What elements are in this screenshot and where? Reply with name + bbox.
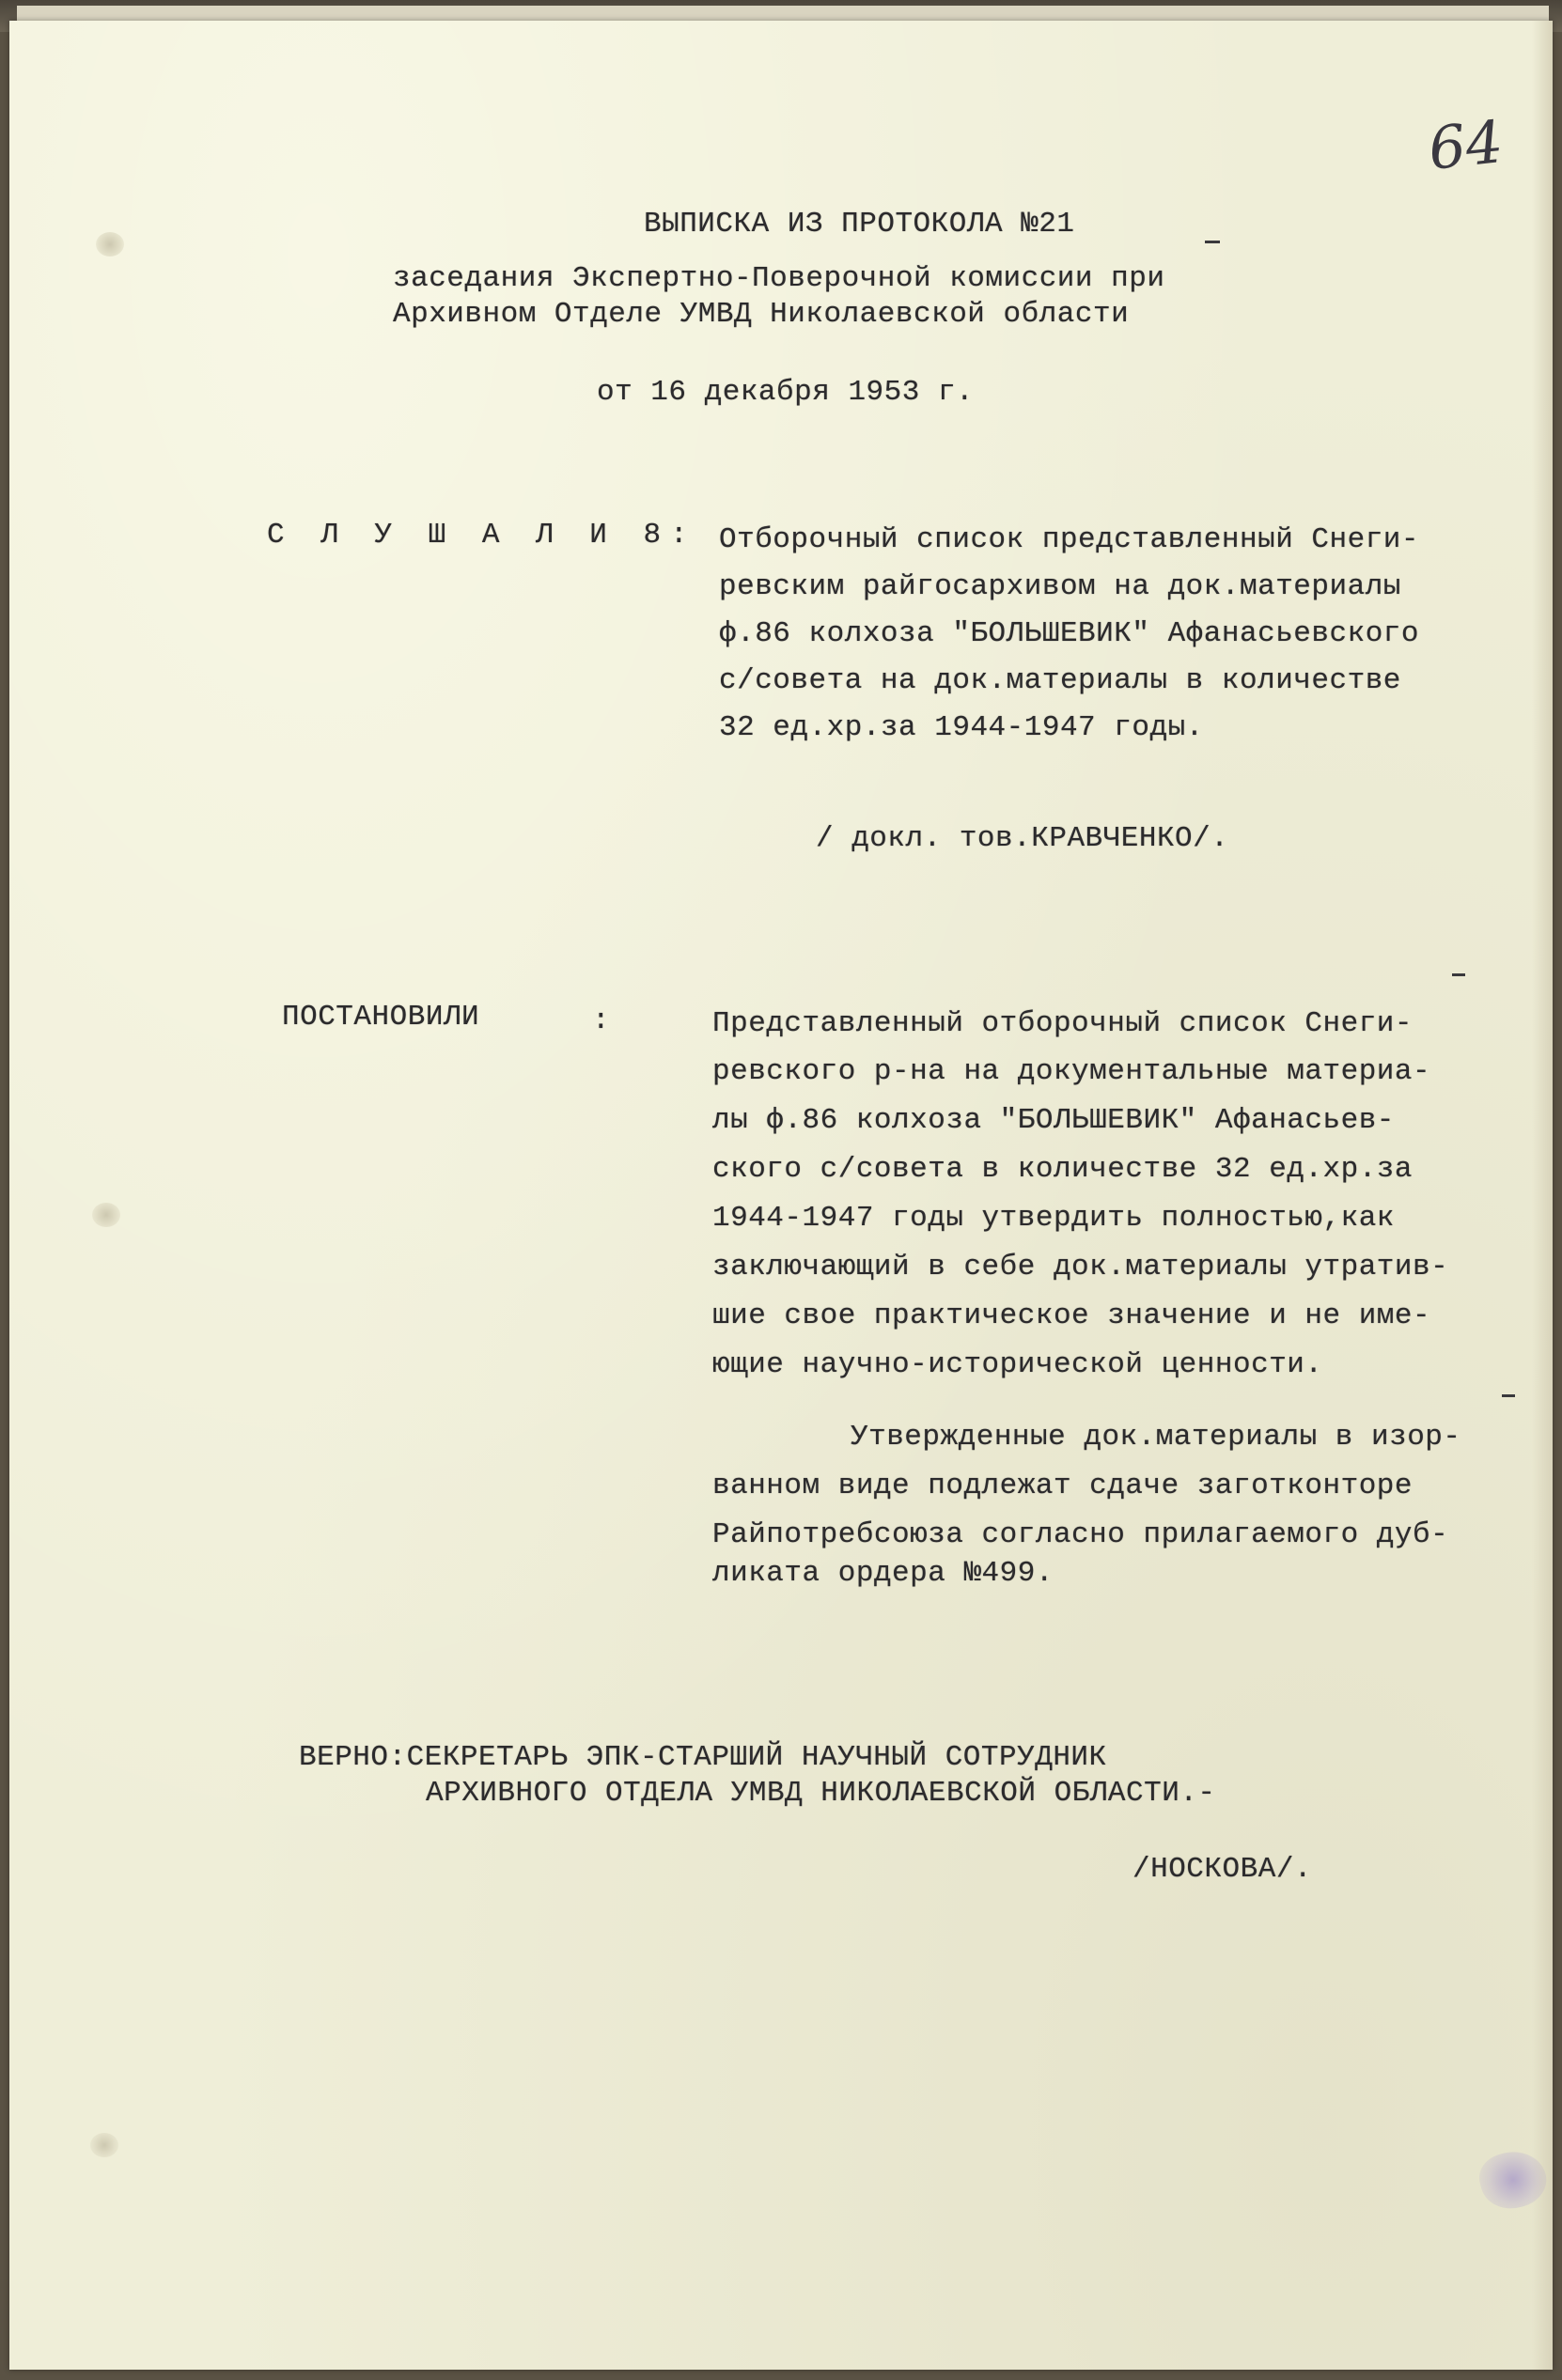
resolved-line: ревского р-на на документальные материа- — [712, 1055, 1431, 1088]
signature-line2: АРХИВНОГО ОТДЕЛА УМВД НИКОЛАЕВСКОЙ ОБЛАСТИ.- — [426, 1777, 1216, 1810]
document-subtitle-line1: заседания Экспертно-Поверочной комиссии при — [393, 262, 1165, 295]
page-number: 64 — [1425, 107, 1507, 183]
resolved-line: шие свое практическое значение и не име- — [712, 1299, 1431, 1332]
heard-line: 32 ед.хр.за 1944-1947 годы. — [719, 711, 1204, 744]
heard-line: Отборочный список представленный Снеги- — [719, 523, 1420, 556]
signature-name: /НОСКОВА/. — [1132, 1853, 1313, 1886]
signature-line1: ВЕРНО:СЕКРЕТАРЬ ЭПК-СТАРШИЙ НАУЧНЫЙ СОТРУДНИК — [299, 1741, 1107, 1774]
document-subtitle-line2: Архивном Отделе УМВД Николаевской области — [393, 298, 1130, 331]
punch-hole-top — [96, 232, 124, 257]
resolved-line: ликата ордера №499. — [712, 1557, 1054, 1590]
resolved-line: заключающий в себе док.материалы утратив- — [712, 1251, 1449, 1283]
document-title: ВЫПИСКА ИЗ ПРОТОКОЛА №21 — [644, 208, 1075, 241]
resolved-line: ского с/совета в количестве 32 ед.хр.за — [712, 1153, 1414, 1186]
resolved-label: ПОСТАНОВИЛИ — [282, 1001, 480, 1034]
margin-dash-mark-2 — [1502, 1394, 1515, 1397]
resolved-line: 1944-1947 годы утвердить полностью,как — [712, 1202, 1395, 1235]
resolved-line: Райпотребсоюза согласно прилагаемого дуб- — [712, 1518, 1449, 1551]
resolved-line: ющие научно-исторической ценности. — [712, 1348, 1323, 1381]
resolved-line: Представленный отборочный список Снеги- — [712, 1007, 1414, 1040]
punch-hole-middle — [92, 1203, 120, 1227]
punch-hole-bottom — [90, 2133, 118, 2157]
heard-line: с/совета на док.материалы в количестве — [719, 664, 1401, 697]
resolved-line: Утвержденные док.материалы в изор- — [851, 1421, 1461, 1454]
heard-line: ревским райгосархивом на док.материалы — [719, 570, 1401, 603]
heard-line: ф.86 колхоза "БОЛЬШЕВИК" Афанасьевского — [719, 617, 1420, 650]
page-edge-shadow — [1532, 21, 1553, 2370]
heard-speaker: / докл. тов.КРАВЧЕНКО/. — [816, 822, 1229, 855]
document-date: от 16 декабря 1953 г. — [597, 376, 975, 409]
resolved-colon: : — [592, 1004, 611, 1037]
margin-dash-mark — [1452, 973, 1465, 976]
resolved-line: лы ф.86 колхоза "БОЛЬШЕВИК" Афанасьев- — [712, 1104, 1395, 1137]
resolved-line: ванном виде подлежат сдаче заготконторе — [712, 1470, 1414, 1502]
title-dash-mark — [1205, 241, 1220, 243]
heard-label: С Л У Ш А Л И 8: — [267, 519, 697, 552]
